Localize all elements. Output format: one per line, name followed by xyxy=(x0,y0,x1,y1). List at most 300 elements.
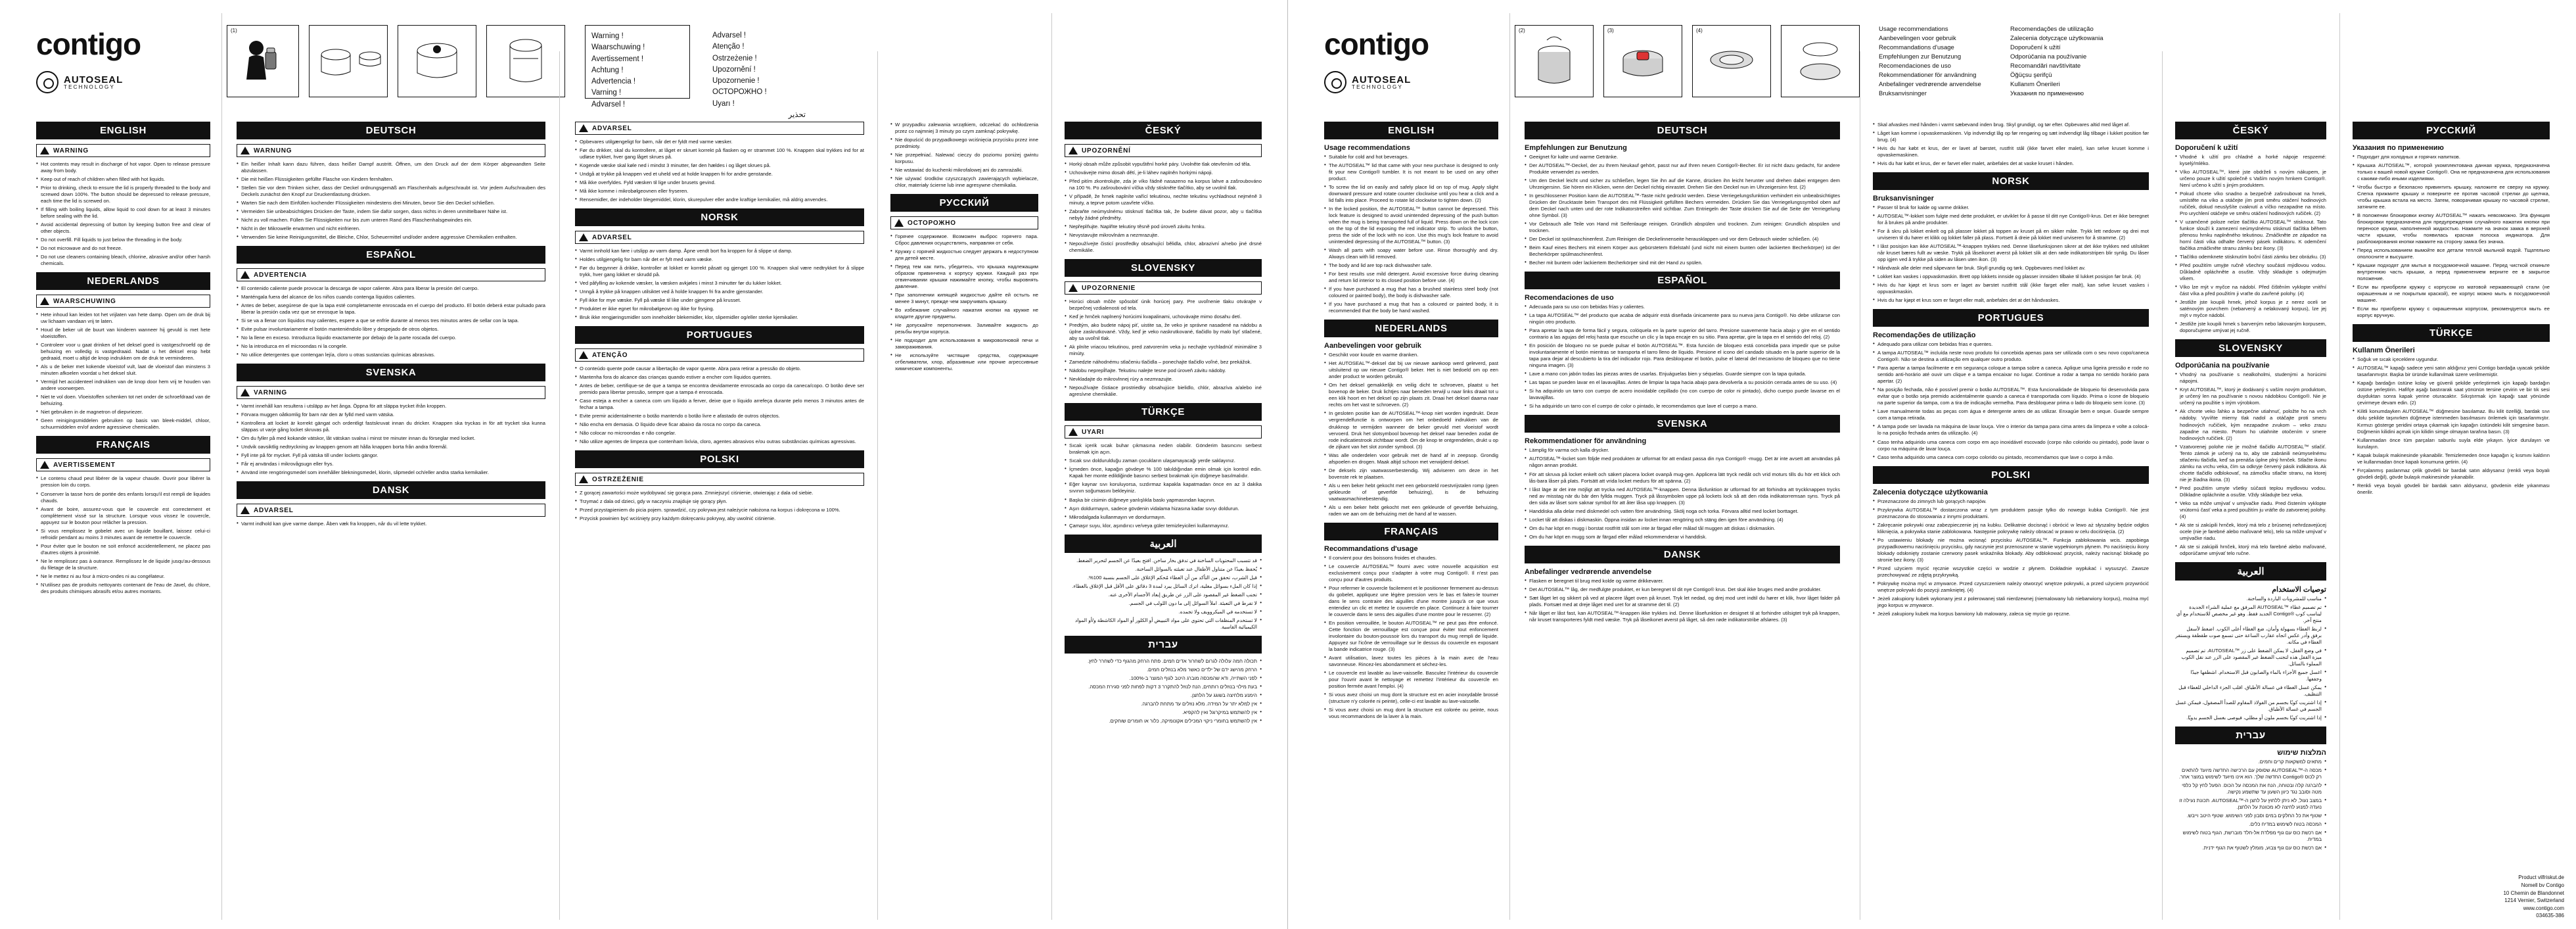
list-item: • Przycisk powinien być wciśnięty przy każdym dokręcaniu pokrywy, aby uwolnić ciśnienie. xyxy=(575,515,864,522)
section-portugues-warning xyxy=(575,326,864,445)
list-item: • Fyll inte på för mycket. Fyll på vätska till under lockets gängor. xyxy=(237,452,545,459)
section-polski-warning-cont xyxy=(890,122,1038,189)
list-item: • Renkli veya boyalı gövdeli bir bardak satın aldıysanız, gövdenin elde yıkanması önerilir. xyxy=(2353,483,2550,496)
figure-lid-lock xyxy=(1603,25,1682,97)
list-item: • Får ej användas i mikrovågsugn eller frys. xyxy=(237,461,545,467)
list-item: • W przypadku zalewania wrzątkiem, odczekać do ochłodzenia przez co najmniej 3 minuty po czym zamknąć pokrywkę. xyxy=(890,122,1038,135)
list-item: • Opbevares utilgængeligt for børn, når det er fyldt med varme væsker. xyxy=(575,139,864,145)
list-item: • Sıcak sıvı doldurulduğu zaman çocukların ulaşamayacağı yerde saklayınız. xyxy=(1065,458,1262,464)
usage-head-ru: Указания по применению xyxy=(2010,90,2084,98)
list-item: • Prior to drinking, check to ensure the lid is properly threaded to the body and screwed down 100%. The button should be depressed to release pressure, each time the lid is screwed on. xyxy=(36,185,210,204)
list-item: • Vermeiden Sie unbeabsichtigtes Drücken der Taste, indem Sie dafür sorgen, dass nichts in deren unmittelbarer Nähe ist. xyxy=(237,208,545,215)
figure-lid-detail xyxy=(1692,25,1771,97)
list-item: • Kryt AUTOSEAL™, ktorý je dodávaný s vaším novým produktom, je určený len na používanie s novou nádobkou Contigo®. Nie je určený na použitie s iným výrobkom. xyxy=(2175,387,2326,406)
list-item: • Le couvercle AUTOSEAL™ fourni avec votre nouvelle acquisition est exclusivement conçu pour s'adapter à votre mug Contigo®. Il n'est pas conçu pour d'autres produits. xyxy=(1324,563,1498,583)
list-item: • Warten Sie nach dem Einfüllen kochender Flüssigkeiten mindestens drei Minuten, bevor Sie den Deckel schließen. xyxy=(237,200,545,206)
warning-triangle-icon xyxy=(241,271,250,279)
figure-mug-rinse xyxy=(1515,25,1594,97)
subhead-dansk-usage: Anbefalinger vedrørende anvendelse xyxy=(1525,567,1652,576)
subhead-francais-usage: Recommandations d'usage xyxy=(1324,544,1418,553)
list-item: • Der AUTOSEAL™-Deckel, der zu Ihrem Neukauf gehört, passt nur auf Ihren neuen Contigo®-Becher. Er ist nicht dazu gedacht, für andere Produkte verwendet zu werden. xyxy=(1525,162,1840,176)
list-item: • Niet te vol doen. Vloeistoffen schenken tot net onder de schroefdraad van de behuizing. xyxy=(36,394,210,407)
section-title-turkce-warning: TÜRKÇE xyxy=(1065,403,1262,421)
list-item: • لربط الغطاء بسهولة وأمان، ضع الغطاء أعلى الكوب. اضغط لأسفل برفق وأدر عكس اتجاه عقارب الساعة حتى تسمع صوت طقطقة ويستقر الغطاء في مكانه. xyxy=(2175,626,2326,646)
warning-bar-espanol-warning xyxy=(237,268,545,281)
section-title-hebrew-usage: עברית xyxy=(2175,727,2326,744)
list-item: • Hvis du har købt et krus, der er farvet eller malet, anbefales det at vaske kruset i hånden. xyxy=(1873,160,2149,167)
list-item: • Не допускайте переполнения. Заливайте жидкость до резьбы внутри корпуса. xyxy=(890,322,1038,335)
section-dansk-warning-cont xyxy=(575,122,864,203)
list-item: • Trzymać z dala od dzieci, gdy w naczyniu znajduje się gorący płyn. xyxy=(575,498,864,505)
list-item: • לפני השתייה, ודא שהמכסה מוברג היטב לגוף המוצר ב-100%. xyxy=(1065,675,1262,682)
list-item: • İçmeden önce, kapağın gövdeye % 100 takıldığından emin olmak için kontrol edin. Kapak her monte edildiğinde basıncı serbest bırakmak için düğmeye basılmalıdır. xyxy=(1065,466,1262,479)
warning-bar-label: UYARI xyxy=(1082,428,1105,436)
list-item: • Перед использованием вымойте все детали теплой мыльной водой. Тщательно ополосните и высушите. xyxy=(2353,247,2550,260)
section-title-arabic-warning: العربية xyxy=(1065,535,1262,553)
address-line-4: 1214 Vernier, Switzerland xyxy=(2504,897,2564,904)
list-item: • Vzatvorenej polohe nie je možné tlačidlo AUTOSEAL™ stlačiť. Tento zámok je určený na to, aby ste zabránili neúmyselnému stlačeniu tlačidla, keď sa prenáša úplne plný hrnček. Stlačte ikonu zámku na vrchu veka, čím sa odkryje červený pásik indikátora. Ak chcete tlačidlo odblokovať, na zámočku stlačte stranu, na ktorej nie je žiadna ikona. (3) xyxy=(2175,444,2326,483)
list-item: • تجنب الضغط غير المقصود على الزر عن طريق إبعاد الأجسام الأخرى عنه. xyxy=(1065,592,1262,598)
list-item: • Lämplig för varma och kalla drycker. xyxy=(1525,447,1840,454)
list-item: • Si ha adquirido un tarro con cuerpo de acero inoxidable cepillado (no con cuerpo de color ni pintado), dicho cuerpo puede lavarse en el lavavajillas. xyxy=(1525,388,1840,401)
list-item: • Kullanmadan önce tüm parçaları sabunlu suyla elde yıkayın. İyice durulayın ve kurulayın. xyxy=(2353,437,2550,450)
list-item: • Кружку с горячей жидкостью следует держать в недоступном для детей месте. xyxy=(890,249,1038,262)
section-title-francais-warning: FRANÇAIS xyxy=(36,436,210,454)
list-item: • Varmt indhold kan give varme dampe. Åben væk fra kroppen, når du vil lette trykket. xyxy=(237,521,545,527)
section-title-nederlands-usage: NEDERLANDS xyxy=(1324,320,1498,337)
list-item: • Não encha em demasia. O líquido deve ficar abaixo da rosca no corpo da caneca. xyxy=(575,421,864,428)
section-espanol-usage xyxy=(1525,272,1840,410)
subhead-svenska-usage: Rekommendationer för användning xyxy=(1525,437,1647,446)
section-title-russian-usage: РУССКИЙ xyxy=(2353,122,2550,139)
section-turkce-warning xyxy=(1065,403,1262,529)
list-item: • If filling with boiling liquids, allow liquid to cool down for at least 3 minutes before sealing with the lid. xyxy=(36,206,210,220)
autoseal-technology-logo-right xyxy=(1324,71,1429,93)
right-sheet xyxy=(1288,0,2576,929)
list-item: • Vor Gebrauch alle Teile von Hand mit Seifenlauge reinigen. Gründlich abspülen und trocknen. Zum reinigen: Grundlich abspülen und trocknen. xyxy=(1525,221,1840,234)
list-item: • Mantenha fora do alcance das crianças quando estiver a encher com líquidos quentes. xyxy=(575,374,864,381)
section-english-usage xyxy=(1324,122,1498,314)
address-line-3: 10 Chemin de Blandonnet xyxy=(2503,890,2564,896)
list-norsk-warning xyxy=(575,248,864,321)
usage-head-sv: Rekommendationer för användning xyxy=(1879,72,1977,80)
section-english-warning xyxy=(36,122,210,267)
list-item: • Verwenden Sie keine Reinigungsmittel, die Bleiche, Chlor, Scheuermittel und/oder andere aggressive Chemikalien enthalten. xyxy=(237,234,545,241)
list-item: • Manténgala fuera del alcance de los niños cuando contenga líquidos calientes. xyxy=(237,294,545,300)
section-cesky-warning xyxy=(1065,122,1262,254)
warning-bar-label: VARNING xyxy=(254,389,287,396)
list-item: • Becher mit buntem oder lackiertem Becherkörper sind mit der Hand zu spülen. xyxy=(1525,260,1840,266)
list-item: • Soğuk ve sıcak içeceklere uygundur. xyxy=(2353,356,2550,363)
list-item: • Przykrywka AUTOSEAL™ dostarczona wraz z tym produktem pasuje tylko do nowego kubka Contigo®. Nie jest przeznaczona do stosowania z innymi produktami. xyxy=(1873,507,2149,520)
list-item: • Fırçalanmış paslanmaz çelik gövdeli bir bardak satın aldıysanız (renkli veya boyalı gövdeli değil), gövde bulaşık makinesinde yıkanabilir. xyxy=(2353,467,2550,481)
list-item: • تم تصميم غطاء ™AUTOSEAL المرفق مع عملية الشراء الجديدة ليناسب كوب ®Contigo الجديد فقط. وهو غير مخصص للاستخدام مع أي منتج آخر. xyxy=(2175,604,2326,624)
subhead-turkce-usage: Kullanım Önerileri xyxy=(2353,346,2415,355)
list-item: • Keď je hrnček naplnený horúcimi kvapalinami, uchovávajte mimo dosahu detí. xyxy=(1065,314,1262,320)
list-item: • Pokud chcete víko snadno a bezpečně zašroubovat na hrnek, umístěte na víko a otáčejte jím proti směru otáčení hodinových ručiček, dokud neuslyšíte cvaknutí a víčko nezapadne na místo. Pro urychlení otáčejte ve směru otáčení hodinových ručiček. (2) xyxy=(2175,191,2326,217)
list-item: • Nepoužívejte čisticí prostředky obsahující bělidla, chlor, abrazivní a/nebo jiné drsné chemikálie. xyxy=(1065,241,1262,254)
brand-logo-right xyxy=(1324,26,1429,93)
list-item: • מכסה ה-™AUTOSEAL שסופק עם הרכישה החדשה מיועד להתאים רק לכוס ®Contigo החדשה שלך. הוא אינו מיועד לשימוש במוצר אחר. xyxy=(2175,767,2326,780)
list-item: • Pour refermer le couvercle facilement et le positionner fermement au-dessus du gobelet, appliquez une légère pression vers le bas et faites-le tourner dans le sens contraire des aiguilles d'une montre jusqu'à ce que vous entendiez un clic et mettez le couvercle en place. Continuez à faire tourner le couvercle dans le sens des aiguilles d'une montre pour le resserrer. (2) xyxy=(1324,585,1498,618)
section-title-espanol-usage: ESPAÑOL xyxy=(1525,272,1840,289)
warning-triangle-icon xyxy=(579,233,588,241)
warning-word-pt: Atenção ! xyxy=(712,43,745,51)
list-nederlands-warning xyxy=(36,312,210,431)
section-slovensky-warning xyxy=(1065,259,1262,398)
section-title-dansk-warning: DANSK xyxy=(237,481,545,499)
list-espanol-warning xyxy=(237,285,545,358)
list-item: • Hvis du har købt et krus, der er lavet af børstet, rustfrit stål (ikke farvet eller malet), kan selve kruset komme i opvaskemaskinen. xyxy=(1873,145,2149,158)
usage-heading-panel-1 xyxy=(1873,20,1994,99)
warning-bar-russian-warning xyxy=(890,216,1038,229)
list-item: • Horúci obsah môže spôsobiť únik horúcej pary. Pre uvoľnenie tlaku otvárajte v bezpečnej vzdialenosti od tela. xyxy=(1065,298,1262,312)
list-item: • Do not overfill. Fill liquids to just below the threading in the body. xyxy=(36,237,210,243)
section-francais-warning xyxy=(36,436,210,594)
list-item: • Locket tål att diskas i diskmaskin. Öppna insidan av locket innan rengöring och stäng den igen före användning. (4) xyxy=(1525,517,1840,523)
list-item: • Víko lze mýt v myčce na nádobí. Před čištěním vyklopte vnitřní část víka a před použitím ji vraťte do zavřené polohy. (4) xyxy=(2175,284,2326,297)
list-item: • Antes de beber, asegúrese de que la tapa esté completamente enroscada en el cuerpo del producto. El botón deberá estar pulsado para liberar la presión cada vez que se enrosque la tapa. xyxy=(237,302,545,316)
list-item: • Во избежание случайного нажатия кнопки на кружке не кладите другие предметы. xyxy=(890,307,1038,320)
list-item: • مناسب للمشروبات الباردة والساخنة. xyxy=(2175,596,2326,602)
section-svenska-warning xyxy=(237,364,545,476)
warning-bar-label: OSTRZEŻENIE xyxy=(592,475,644,483)
list-item: • Nie przepełniać. Nalewać cieczy do poziomu poniżej gwintu korpusu. xyxy=(890,152,1038,165)
list-item: • Hvis du har kjøpt et krus som er laget av børstet rustfritt stål (ikke farget eller malt), kan selve kruset vaskes i oppvaskmaskin. xyxy=(1873,282,2149,295)
warning-word-es: Advertencia ! xyxy=(591,78,636,85)
section-title-espanol-warning: ESPAÑOL xyxy=(237,246,545,264)
list-slovensky-usage xyxy=(2175,371,2326,556)
warning-word-sk: Upozornenie ! xyxy=(712,77,760,85)
section-hebrew-warning xyxy=(1065,636,1262,725)
list-item: • Kapağı bardağın üstüne kolay ve güvenli şekilde yerleştirmek için kapağı bardağın üstüne yerleştirin. Hafifçe aşağı bastırarak saat yönünün tersine çevirin ve bir tık sesi duyduktan sonra kapak yerine oturacaktır. Sıkıştırmak için kapağı saat yönünde çevirmeye devam edin. (2) xyxy=(2353,380,2550,406)
subhead-hebrew-usage: המלצות שימוש xyxy=(2277,749,2326,757)
list-norsk-usage xyxy=(1873,204,2149,304)
warning-bar-label: ADVARSEL xyxy=(592,124,632,132)
figure-lid-open xyxy=(309,25,388,97)
list-item: • N'utilisez pas de produits nettoyants contenant de l'eau de Javel, du chlore, des produits chimiques abrasifs et/ou autres montants. xyxy=(36,582,210,595)
list-item: • No utilice detergentes que contengan lejía, cloro u otras sustancias químicas abrasivas. xyxy=(237,352,545,358)
list-item: • Le couvercle est lavable au lave-vaisselle. Basculez l'intérieur du couvercle pour l'ouvrir avant le nettoyage et remettez l'intérieur du couvercle en position fermée avant l'emploi. (4) xyxy=(1324,670,1498,690)
warning-bar-norsk-warning xyxy=(575,231,864,244)
section-title-nederlands-warning: NEDERLANDS xyxy=(36,272,210,290)
list-item: • Vermijd het accidenteel indrukken van de knop door hem vrij te houden van andere voorwerpen. xyxy=(36,379,210,392)
list-item: • Ak ste si zakúpili hrnček, ktorý má telo z brúsenej nehrdzavejúcej ocele (nie je farebné alebo maľované telo), telo sa môže umývať v umývačke riadu. xyxy=(2175,522,2326,542)
section-slovensky-usage xyxy=(2175,339,2326,556)
section-hebrew-usage xyxy=(2175,727,2326,851)
company-address xyxy=(2503,874,2564,920)
list-item: • Geschikt voor koude en warme dranken. xyxy=(1324,352,1498,358)
list-item: • При заполнении кипящей жидкостью дайте ей остыть не менее 3 минут, прежде чем закручивать крышку. xyxy=(890,292,1038,305)
usage-head-pt: Recomendações de utilização xyxy=(2010,26,2094,33)
list-item: • Handdiska alla delar med diskmedel och vatten före användning. Skölj noga och torka. Förvara alltid med locket borttaget. xyxy=(1525,508,1840,515)
section-title-english-warning: ENGLISH xyxy=(36,122,210,139)
warning-bar-label: ADVARSEL xyxy=(592,233,632,241)
list-item: • Si ha adquirido un tarro con el cuerpo de color o pintado, le recomendamos que lave el cuerpo a mano. xyxy=(1525,403,1840,410)
figure-number-1: (1) xyxy=(231,28,237,34)
list-item: • Beim Kauf eines Bechers mit einem Körper aus gebürstetem Edelstahl (und nicht mit einem bunten oder lackierten Becherkörper) ist der Becherkörper spülmaschinenfest. xyxy=(1525,245,1840,258)
list-item: • Det AUTOSEAL™ låg, der medfulgte produktet, er kun beregnet til dit nye Contigo® krus. Det skal ikke bruges med andre produkter. xyxy=(1525,586,1840,593)
list-francais-usage xyxy=(1324,555,1498,720)
list-item: • Si vous avez choisi un mug dont la structure est colorée ou peinte, nous vous recommandons de la laver à la main. xyxy=(1324,707,1498,720)
list-dansk-usage xyxy=(1525,578,1840,623)
subhead-slovensky-usage: Odporúčania na používanie xyxy=(2175,362,2270,370)
warning-triangle-icon xyxy=(1069,284,1078,292)
list-item: • Nicht in der Mikrowelle erwärmen und nicht einfrieren. xyxy=(237,226,545,232)
usage-head-tr: Kullanım Önerileri xyxy=(2010,81,2060,89)
list-item: • For å skru på lokket enkelt og på plasser lokket på toppen av kruset på en sikker måte. Trykk lett nedover og drei mot urviseren til du hører et klikk og lokket faller på plass. Fortsett å dreie på lokket med urviseren for å stramme. (2) xyxy=(1873,228,2149,241)
warning-word-pl: Ostrzeżenie ! xyxy=(712,54,757,62)
list-item: • Als u een beker hebt gekocht met een geborsteld roestvrijstalen romp (geen gekleurde of geverfde behuizing), is de behuizing vaatwasmachinebestendig. xyxy=(1324,483,1498,502)
list-item: • Stellen Sie vor dem Trinken sicher, dass der Deckel ordnungsgemäß am Flaschenhals aufgeschraubt ist. Vor jedem Aufschrauben des Deckels zunächst den Knopf zur Druckentlastung drücken. xyxy=(237,185,545,198)
list-item: • Må ikke komme i mikrobølgeovnen eller fryseren. xyxy=(575,188,864,195)
list-item: • A tampa AUTOSEAL™ incluída neste novo produto foi concebida apenas para ser utilizada com o seu novo copo/caneca Contigo®. Não se destina a utilização em qualquer outro produto. xyxy=(1873,350,2149,363)
list-item: • Houd de beker uit de buurt van kinderen wanneer hij gevuld is met hete vloeistoffen. xyxy=(36,327,210,340)
list-item: • Holdes utilgjengelig for barn når det er fylt med varm væske. xyxy=(575,256,864,263)
list-item: • Przed przystąpieniem do picia pojem. sprawdzić, czy pokrywa jest należycie nałożona na korpus i dokręcona w 100%. xyxy=(575,507,864,513)
usage-head-de: Empfehlungen zur Benutzung xyxy=(1879,53,1962,61)
warning-bar-english-warning xyxy=(36,144,210,157)
list-item: • Om du fyller på med kokande vätskor, låt vätskan svalna i minst tre minuter innan du förseglar med locket. xyxy=(237,435,545,442)
warning-bar-label: WARNUNG xyxy=(254,147,292,155)
list-item: • In gesloten positie kan de AUTOSEAL™-knop niet worden ingedrukt. Deze vergrendelfunctie is ontworpen om het onbedoeld indrukken van de drukknop te vermijden wanneer de beker gevuld met vloeistof wordt vervoerd. Druk het slotsymbool bovenop het deksel naar beneden zodat de rode indicatiestrook zichtbaar wordt. Om de knop te ontgrendelen, drukt u op de zijkant van het slot zonder symbool. (3) xyxy=(1324,410,1498,450)
section-norsk-usage xyxy=(1873,172,2149,304)
list-item: • Geen reinigingsmiddelen gebruiken op basis van bleek-middel, chloor, schuurmiddelen en/of andere agressieve chemicaliën. xyxy=(36,417,210,431)
section-title-portugues-warning: PORTUGUES xyxy=(575,326,864,344)
section-title-slovensky-warning: SLOVENSKY xyxy=(1065,259,1262,277)
usage-head-sk: Odporúčania na používanie xyxy=(2010,53,2087,61)
list-item: • Para apertar a tampa facilmente e em segurança coloque a tampa sobre a caneca. Aplique uma ligeira pressão e rode no sentido anti-horário até ouvir um clique e a tampa encaixar no lugar. Continue a rodar a tampa no sentido horário para apertar. (2) xyxy=(1873,365,2149,385)
list-item: • To screw the lid on easily and safely place lid on top of mug. Apply slight downward pressure and rotate counter clockwise until you hear a click and a lid falls into place. Proceed to rotate lid clockwise to tighten down. (2) xyxy=(1324,184,1498,204)
warning-panel-left xyxy=(585,25,690,108)
warning-triangle-icon xyxy=(40,297,49,305)
list-item: • Nie wstawiać do kuchenki mikrofalowej ani do zamrażalki. xyxy=(890,167,1038,174)
list-item: • Ak ste si zakúpili hrnček, ktorý má telo farebné alebo maľované, odporúčame umývať telo ručne. xyxy=(2175,544,2326,557)
subhead-espanol-usage: Recomendaciones de uso xyxy=(1525,294,1614,302)
list-item: • Als u een beker hebt gekocht met een gekleurde of geverfde behuizing, raden we aan om de behuizing met de hand af te wassen. xyxy=(1324,504,1498,517)
list-item: • Was alle onderdelen voor gebruik met de hand af in zeepsop. Grondig afspoelen en drogen. Maak altijd schoon met verwijderd deksel. xyxy=(1324,452,1498,465)
warning-bar-dansk-warning-cont xyxy=(575,122,864,135)
section-turkce-usage xyxy=(2353,324,2550,495)
list-item: • מתאים למשקאות קרים וחמים. xyxy=(2175,759,2326,765)
list-item: • Kogende væske skal køle ned i mindst 3 minutter, før den hældes i og låget skrues på. xyxy=(575,162,864,169)
section-deutsch-usage xyxy=(1525,122,1840,266)
list-cesky-warning xyxy=(1065,161,1262,254)
warning-word-ru: ОСТОРОЖНО ! xyxy=(712,88,767,97)
autoseal-ring-icon xyxy=(36,71,58,93)
list-item: • El contenido caliente puede provocar la descarga de vapor caliente. Abra para liberar la presión del cuerpo. xyxy=(237,285,545,292)
subhead-norsk-usage: Bruksanvisninger xyxy=(1873,195,1934,203)
list-item: • להברגה קלה ובטוחה, הנח את המכסה על הכוס. הפעל לחץ קל כלפי מטה וסובב נגד כיוון השעון עד שתשמע נקישה. xyxy=(2175,782,2326,796)
list-item: • Ved påfylling av kokende væsker, la væsken avkjøles i minst 3 minutter før du lukker lokket. xyxy=(575,280,864,287)
usage-head-pl: Zalecenia dotyczące użytkowania xyxy=(2010,35,2104,43)
list-item: • AUTOSEAL™-locket som följde med produkten är utformat för att endast passa din nya Contigo® -mugg. Det är inte avsett att användas på någon annan produkt. xyxy=(1525,456,1840,469)
list-item: • Skal afvaskes med hånden i varmt sæbevand inden brug. Skyl grundigt, og tør efter. Opbevares altid med låget af. xyxy=(1873,122,2149,128)
list-item: • Caso esteja a encher a caneca com um líquido a ferver, deixe que o líquido arrefeça durante pelo menos 3 minutos antes de fechar a tampa. xyxy=(575,398,864,411)
list-item: • إذا اشتريت كوبًا بجسم ملون أو مطلي، فيوصى بغسل الجسم يدويًا. xyxy=(2175,715,2326,721)
section-title-arabic-usage: العربية xyxy=(2175,562,2326,581)
list-item: • Перед тем как пить, убедитесь, что крышка надлежащим образом привинчена к корпусу кружки. Каждый раз при отвинчивании крышки нажимайте кнопку, чтобы выровнять давление. xyxy=(890,264,1038,290)
list-item: • Nádobu neprepĺňajte. Tekutinu nalejte tesne pod úroveň závitu nádoby. xyxy=(1065,368,1262,374)
subhead-deutsch-usage: Empfehlungen zur Benutzung xyxy=(1525,144,1627,152)
list-portugues-usage xyxy=(1873,341,2149,460)
warning-bar-label: UPOZORNĚNÍ xyxy=(1082,147,1131,155)
list-item: • يُحفظ بعيدًا عن متناول الأطفال عند تعبئته بالسوائل الساخنة. xyxy=(1065,566,1262,573)
list-item: • Aşırı doldurmayın, sadece gövdenin vidalama hizasına kadar sıvıyı doldurun. xyxy=(1065,506,1262,512)
warning-word-da: Advarsel ! xyxy=(591,100,626,108)
list-item: • Evite pulsar involuntariamente el botón manteniéndolo libre y despejado de otros objetos. xyxy=(237,326,545,333)
list-deutsch-usage xyxy=(1525,154,1840,266)
warning-bar-label: ATENÇÃO xyxy=(592,351,628,359)
list-item: • En posición de bloqueo no se puede pulsar el botón AUTOSEAL™. Esta función de bloqueo está concebida para impedir que se pulse involuntariamente el botón mientras se transporta el tarro lleno de líquido. Presione el icono del candado situado en la parte superior de la tapa para dejar al descubierto la tira del indicador rojo. Para desbloquear el botón, pulse el lateral del mecanismo de bloqueo que no tiene ninguna imagen. (3) xyxy=(1525,343,1840,369)
list-item: • Før du drikker, skal du kontrollere, at låget er skruet korrekt på flasken og er strammet 100 %. Knappen skal trykkes ind for at udløse trykket, hver gang låget skrues på. xyxy=(575,147,864,160)
address-line-2: Nomell bv Contigo xyxy=(2521,882,2564,889)
list-english-usage xyxy=(1324,154,1498,314)
list-item: • Pred použitím umyte všetky súčasti teplou mydlovou vodou. Dôkladne opláchnite a osušte. Vždy skladujte bez veka. xyxy=(2175,485,2326,498)
figure-number-2: (2) xyxy=(1519,28,1525,34)
list-item: • Pokrywkę można myć w zmywarce. Przed czyszczeniem należy otworzyć wnętrze pokrywki, a przed użyciem przywrócić wnętrze pokrywki do pozycji zamkniętej. (4) xyxy=(1873,581,2149,594)
section-title-slovensky-usage: SLOVENSKY xyxy=(2175,339,2326,357)
list-item: • قبل الشرب، تحقق من التأكد من أن الغطاء مُحكم الإغلاق على الجسم بنسبة 100%. xyxy=(1065,575,1262,581)
list-item: • Adequado para utilizar com bebidas frias e quentes. xyxy=(1873,341,2149,348)
figure-number-3: (3) xyxy=(1607,28,1614,34)
list-item: • Die mit heißen Flüssigkeiten gefüllte Flasche von Kindern fernhalten. xyxy=(237,176,545,183)
list-item: • Jeżeli zakupiony kubek wykonany jest z polerowanej stali nierdzewnej (niemalowany lub niebarwiony korpus), można myć jego korpus w zmywarce. xyxy=(1873,596,2149,609)
section-title-dansk-usage: DANSK xyxy=(1525,546,1840,563)
list-dansk-warning-cont xyxy=(575,139,864,203)
list-item: • הרחק מהישג ידם של ילדים כאשר מלא בנוזלים חמים. xyxy=(1065,667,1262,673)
section-portugues-usage xyxy=(1873,309,2149,460)
list-item: • Başka bir cisimin düğmeye yanlışlıkla baskı yapmasından kaçının. xyxy=(1065,497,1262,504)
list-cesky-usage xyxy=(2175,154,2326,334)
list-item: • Nie używać środków czyszczących zawierających wybielacze, chlor, materiały ścierne lub inne agresywne chemikalia. xyxy=(890,176,1038,189)
usage-head-en: Usage recommendations xyxy=(1879,26,1948,33)
list-russian-warning xyxy=(890,233,1038,372)
list-item: • Víko AUTOSEAL™, které jste obdrželi s novým nákupem, je určeno pouze k užití společně s Vaším novým hrnkem Contigo®. Není určeno k užití s jiným produktem. xyxy=(2175,169,2326,189)
list-item: • Suitable for cold and hot beverages. xyxy=(1324,154,1498,160)
list-turkce-usage xyxy=(2353,356,2550,495)
figure-person-drinking xyxy=(227,25,299,97)
list-item: • Avant utilisation, lavez toutes les pièces à la main avec de l'eau savonneuse. Rincez-les abondamment et séchez-les. xyxy=(1324,655,1498,668)
list-item: • Vhodný na používanie s nealkoholmi, studenými a horúcimi nápojmi. xyxy=(2175,371,2326,385)
list-item: • Undvik oavsiktlig nedtryckning av knappen genom att hålla knappen borta från andra föremål. xyxy=(237,444,545,450)
list-item: • The body and lid are top rack dishwasher safe. xyxy=(1324,262,1498,269)
section-polski-usage xyxy=(1873,466,2149,617)
address-line-1: Product vilfriskut.de xyxy=(2518,874,2564,881)
list-item: • لا تستخدم المنظفات التي تحتوي على مواد التبييض أو الكلور أو المواد الكاشطة و/أو المواد الكيميائية القاسية. xyxy=(1065,617,1262,631)
list-item: • V uzamčené poloze nelze tlačítko AUTOSEAL™ stisknout. Tato funkce slouží k zamezení neúmyslnému stisknutí tlačítka během přenosu hrnku naplněného tekutinou. Zmáčkněte ze západce na horní části víka odhalte červený pásek indikátoru. K odemčení tlačítka zmáčkněte stranu zámku bez ikony. (3) xyxy=(2175,219,2326,252)
section-title-cesky-warning: ČESKÝ xyxy=(1065,122,1262,139)
list-item: • Kilitli konumdayken AUTOSEAL™ düğmesine basılamaz. Bu kilit özelliği, bardak sıvı dolu şekilde taşınırken düğmeye istenmeden basılmasını önlemek için tasarlanmıştır. Kırmızı gösterge şeridini ortaya çıkarmak için kapağın üstündeki kilit simgesine basın. Düğmenin kilidini açmak için kilidin simge olmayan tarafına basın. (3) xyxy=(2353,408,2550,435)
list-item: • Om du har köpt en mugg i borstat rostfritt stål som inte är färgad eller målad tål muggen att diskas i diskmaskin. xyxy=(1525,525,1840,532)
warning-triangle-icon xyxy=(1069,147,1078,155)
list-hebrew-usage xyxy=(2175,759,2326,851)
list-item: • Подходит для холодных и горячих напитков. xyxy=(2353,154,2550,160)
section-title-deutsch-usage: DEUTSCH xyxy=(1525,122,1840,139)
list-item: • Le contenu chaud peut libérer de la vapeur chaude. Ouvrir pour libérer la pression loin du corps. xyxy=(36,475,210,488)
list-item: • Hvis du har kjøpt et krus som er farget eller malt, anbefales det at det håndvaskes. xyxy=(1873,297,2149,304)
warning-triangle-icon xyxy=(40,147,49,155)
subhead-arabic-usage: توصيات الاستخدام xyxy=(2272,585,2326,594)
list-dansk-warning xyxy=(237,521,545,527)
list-item: • För att skruva på locket enkelt och säkert placera locket ovanpå mug-gen. Applicera lätt tryck nedåt och vrid moturs tills du hör ett klick och lås-bara låser på plats. Fortsätt att vrida locket medurs för att spänna. (2) xyxy=(1525,471,1840,485)
list-item: • Lave a mano con jabón todas las piezas antes de usarlas. Enjuáguelas bien y séquelas. Guarde siempre con la tapa quitada. xyxy=(1525,371,1840,377)
subhead-russian-usage: Указания по применению xyxy=(2353,144,2444,152)
section-cesky-usage xyxy=(2175,122,2326,334)
list-item: • Må ikke overfyldes. Fyld væsken til lige under brusets gevind. xyxy=(575,179,864,186)
subhead-cesky-usage: Doporučení k užití xyxy=(2175,144,2238,152)
list-item: • Il convient pour des boissons froides et chaudes. xyxy=(1324,555,1498,561)
list-polski-usage xyxy=(1873,498,2149,617)
section-title-norsk-warning: NORSK xyxy=(575,208,864,226)
list-item: • Caso tenha adquirido uma caneca com corpo colorido ou pintado, recomendamos que lave o corpo à mão. xyxy=(1873,454,2149,461)
usage-head-ro: Recomandări navštívitate xyxy=(2010,62,2081,70)
list-item: • Před použitím umyjte ručně všechny součásti mýdlovou vodou. Důkladně opláchněte a osušte. Vždy skladujte s odejmutým víkem. xyxy=(2175,262,2326,282)
list-item: • Las tapas se pueden lavar en el lavavajillas. Antes de limpiar la tapa hacia abajo para devolverla a su posición cerrada antes de su uso. (4) xyxy=(1525,379,1840,386)
list-item: • قد تتسبب المحتويات الساخنة في تدفق بخار ساخن. افتح بعيدًا عن الجسم لتحرير الضغط. xyxy=(1065,558,1262,564)
usage-head-extra: Öğüçsu şerifçü xyxy=(2010,72,2052,80)
brand-name: contigo xyxy=(36,27,141,61)
list-item: • For best results use mild detergent. Avoid excessive force during cleaning and return lid interior to its closed position before use. (4) xyxy=(1324,271,1498,284)
warning-triangle-icon xyxy=(241,506,250,514)
list-item: • Po ustawieniu blokady nie można wcisnąć przycisku AUTOSEAL™. Funkcja zablokowania wcis. zapobiega przypadkowemu naciśnięciu przycisku, gdy naczynie jest przenoszone w stanie wypełnionym płynem. Po naciśnięciu ikony blokady odsłonięty zostanie czerwony pasek wskaźnika blokady. Aby odblokować przycisk, należy nacisnąć blokadę po stronie bez ikony. (3) xyxy=(1873,537,2149,563)
warning-triangle-icon xyxy=(579,351,588,359)
list-item: • Ak chcete veko ľahko a bezpečne utiahnuť, položte ho na vrch nádoby. Vyvíňte mierny tlak nadol a otáčajte proti smeru hodinových ručičiek, kým nezapadne zvukom – veko zrazu zapadne na miesto. Potom ho utiahnite otočením v smere hodinových ručičiek. (2) xyxy=(2175,408,2326,441)
list-espanol-usage xyxy=(1525,304,1840,410)
list-hebrew-warning xyxy=(1065,658,1262,725)
list-item: • Si vous avez choisi un mug dont la structure est en acier inoxydable brossé (structure n'y colorée ni peinte), celle-ci est lavable au lave-vaisselle. xyxy=(1324,692,1498,705)
brand-name-right: contigo xyxy=(1324,27,1429,61)
list-francais-warning xyxy=(36,475,210,594)
list-item: • Om du har köpt en mugg som är färgad eller målad rekommenderar vi handdisk. xyxy=(1525,534,1840,540)
list-item: • Før du begynner å drikke, kontroller at lokket er korrekt påsatt og gjenget 100 %. Knappen skal være nedtrykket for å slippe trykk, hver gang lokket er skrudd på. xyxy=(575,265,864,278)
list-item: • Kapak bulaşık makinesinde yıkanabilir. Temizlemeden önce kapağın iç kısmını kaldırın ve kullanmadan önce kapalı konumuna getirin. (4) xyxy=(2353,452,2550,465)
list-item: • إذا كان الملء بسوائل مغلية، اترك السائل يبرد لمدة 3 دقائق على الأقل قبل الإغلاق بالغطاء. xyxy=(1065,583,1262,590)
list-item: • Hete inhoud kan leiden tot het vrijlaten van hete damp. Open om de druk bij uw lichaam vandaan vrij te laten. xyxy=(36,312,210,325)
list-item: • אין למלא יתר על המידה. מלא נוזלים עד מתחת להברגה. xyxy=(1065,701,1262,707)
usage-head-nl: Aanbevelingen voor gebruik xyxy=(1879,35,1956,43)
warning-bar-label: WAARSCHUWING xyxy=(53,297,116,305)
list-item: • המכסה בטוח לשימוש במדיח כלים. xyxy=(2175,821,2326,828)
list-item: • Крышка AUTOSEAL™, которой укомплектована данная кружка, предназначена только к вашей новой кружке Contigo®. Она не предназначена для использования с какими-либо иными изделиями. xyxy=(2353,162,2550,182)
list-item: • Evite premir acidentalmente o botão mantendo o botão livre e afastado de outros objectos. xyxy=(575,413,864,419)
warning-word-en: Warning ! xyxy=(591,32,624,40)
list-item: • Çamaşır suyu, klor, aşındırıcı ve/veya güler temizleyicileri kullanmayınız. xyxy=(1065,523,1262,529)
figure-mug-top xyxy=(398,25,476,97)
list-turkce-warning xyxy=(1065,442,1262,529)
section-dansk-usage-cont xyxy=(1873,122,2149,167)
list-item: • Jestliže jste koupili hrnek, jehož korpus je z nerez oceli se saténovým povrchem (nebarvený a nelakovaný korpus), lze jej mýt v myčce nádobí. xyxy=(2175,299,2326,319)
list-item: • I låst läge är det inte möjligt att trycka ned AUTOSEAL™-knappen. Denna låsfunktion är utformad för att förhindra att tryckknappen trycks ned av misstag när du bär den fyllda muggen. Tryck på låssymbolen uppe på lockets lock så att den röda indikatorremsan syns. Tryck på den sida av låset som saknar symbol för att åter låsa upp knappen. (3) xyxy=(1525,487,1840,506)
list-item: • Ne le remplissez pas à outrance. Remplissez le de liquide jusqu'au-dessous du filetage de la structure. xyxy=(36,558,210,571)
warning-bar-portugues-warning xyxy=(575,348,864,362)
list-item: • Zamedzte náhodnému stlačeniu tlačidla – ponechajte tlačidlo voľné, bez prekážok. xyxy=(1065,359,1262,366)
list-item: • Håndvask alle deler med såpevann før bruk. Skyll grundig og tørk. Oppbevares med lokket av. xyxy=(1873,265,2149,272)
list-item: • שטוף את כל החלקים במים וסבון לפני השימוש. שטוף היטב וייבש. xyxy=(2175,813,2326,819)
list-item: • En position verrouillée, le bouton AUTOSEAL™ ne peut pas être enfoncé. Cette fonction de verrouillage est conçue pour éviter tout enfoncement involontaire du bouton-poussoir lors du transport du mug rempli de liquide. Appuyez sur l'icône de verrouillage sur le dessus du couvercle en exposant la bande indicatrice rouge. (3) xyxy=(1324,620,1498,653)
list-item: • If you have purchased a mug that has a coloured or painted body, it is recommended that the body be hand washed. xyxy=(1324,301,1498,314)
warning-bar-label: ADVARSEL xyxy=(254,506,294,514)
usage-heading-panel-2 xyxy=(2004,20,2132,99)
list-item: • במצב נעול, לא ניתן ללחוץ על לחצן ה-™AUTOSEAL. תכונת נעילה זו נועדה למנוע לחיצה לא מכוונת על הלחצן. xyxy=(2175,798,2326,811)
list-item: • Varmt innehåll kan resultera i utsläpp av het ånga. Öppna för att släppa trycket ifrån kroppen. xyxy=(237,403,545,410)
warning-triangle-icon xyxy=(894,219,904,227)
list-item: • אם רכשת כוס עם גוף צבוע, מומלץ לשטוף את הגוף ידנית. xyxy=(2175,845,2326,851)
autoseal-label-right: AUTOSEAL xyxy=(1352,74,1412,85)
section-title-turkce-usage: TÜRKÇE xyxy=(2353,324,2550,342)
section-arabic-usage xyxy=(2175,562,2326,721)
list-item: • إذا اشتريت كوبًا بجسم من الفولاذ المقاوم للصدأ المصقول، فيمكن غسل الجسم في غسالة الأطباق. xyxy=(2175,700,2326,713)
